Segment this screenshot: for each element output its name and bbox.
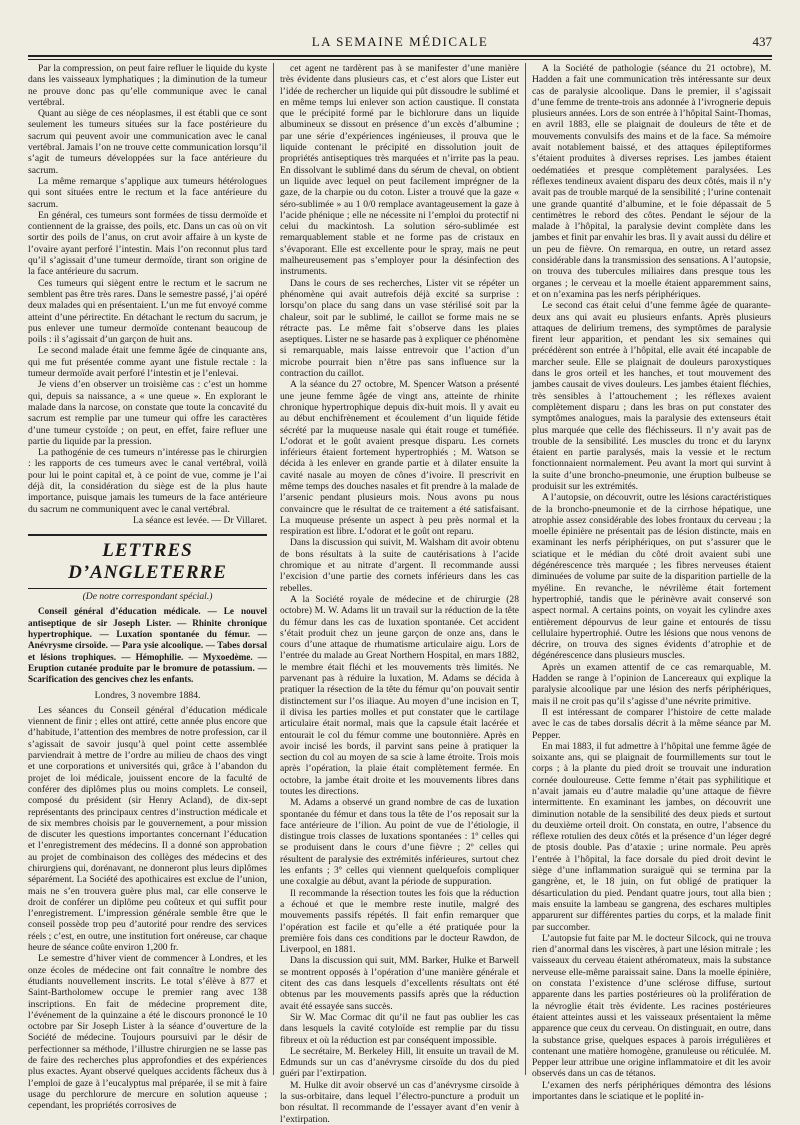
paragraph: A la Société royale de médecine et de chirurgie (28 octobre) M. W. Adams lit un travail sur la réduction de la tête du fémur dans les cas de luxation spontanée. Cet accident s’était produit chez un jeune garçon de onze ans, dans le cours d’une attaque de rhumatisme articulaire aigu. Lors de l’entrée du malade au Great Northern Hospital, en mars 1882, le membre était fléchi et les mouvements très limités. Ne parvenant pas à réduire la luxation, M. Adams se décida à pratiquer la résection de la tête du fémur qu’on pouvait sentir distinctement sur l’os iliaque. Au moyen d’une incision en T, il divisa les parties molles et put constater que le cartilage articulaire était normal, mais que la capsule était lacérée et entourait le col du fémur comme une boutonnière. Après en avoir incisé les bords, il parvint sans peine à pratiquer la section du col au moyen de sa scie à lame étroite. Trois mois après l’opération, la plaie était complètement fermée. En octobre, la jambe était droite et les mouvements libres dans toutes les directions. [280,593,519,797]
section-subtitle: (De notre correspondant spécial.) [82,591,213,603]
header-rule-thin [28,59,772,60]
paragraph: En mai 1883, il fut admettre à l’hôpital une femme âgée de soixante ans, qui se plaignait de fourmillements sur tout le corps ; à la plante du pied droit se trouvait une induration cornée douloureuse. Cette femme n’était pas syphilitique et n’avait jamais eu d’autre maladie qu’une attaque de fièvre intermittente. En examinant les jambes, on découvrit une diminution notable de la sensibilité des deux pieds et surtout du deuxième orteil droit. On constata, en outre, l’absence du réflexe rotulien des deux côtés et la présence d’un léger degré de ptosis double. Pas d’ataxie ; urine normale. Peu après l’entrée à l’hôpital, la face dorsale du pied droit devint le siège d’une inflammation suraiguë qui se termina par la gangrène, et, le 18 juin, on fut obligé de pratiquer la désarticulation du pied. Pendant quatre jours, tout alla bien ; mais ensuite la lambeau se gangrena, des eschares multiples apparurent sur différentes parties du corps, et la malade finit par succomber. [532,740,771,933]
section-title: LETTRES D’ANGLETERRE [28,534,267,589]
paragraph: L’autopsie fut faite par M. le docteur Silcock, qui ne trouva rien d’anormal dans les viscères, à part une lésion mitrale ; les vaisseaux du cerveau étaient athéromateux, mais la substance nerveuse elle-même paraissait saine. Dans la moelle épinière, on constata l’existence d’une sclérose diffuse, surtout apparente dans les parties postérieures où la prolifération de la névroglie était très évidente. Les racines postérieures étaient atteintes aussi et les vaisseaux présentaient la même apparence que ceux du cerveau. On distinguait, en outre, dans la substance grise, quelques espaces à parois irrégulières et contenant une matière homogène, granuleuse ou réticulée. M. Pepper leur attribue une origine inflammatoire et dit les avoir observés dans un cas de tétanos. [532,932,771,1080]
paragraph: M. Adams a observé un grand nombre de cas de luxation spontanée du fémur et dans tous la tête de l’os reposait sur la face antérieure de l’ilion. Au point de vue de l’étiologie, il distingue trois classes de luxations spontanées : 1º celles qui se produisent dans le cours d’une fièvre ; 2º celles qui résultent de paralysie des extrémités inférieures, surtout chez les enfants ; 3º celles qui viennent quelquefois compliquer une coxalgie au début, avant la période de suppuration. [280,797,519,888]
paragraph: Par la compression, on peut faire refluer le liquide du kyste dans les vaisseaux lymphatiques ; la diminution de la tumeur ne prouve donc pas qu’elle communique avec le canal vertébral. [28,63,267,108]
paragraph: Il recommande la résection toutes les fois que la réduction a échoué et que le membre reste inutile, malgré des mouvements passifs répétés. Il fait enfin remarquer que l’opération est facile et qu’elle a été pratiquée pour la première fois dans ces conditions par le docteur Rawdon, de Liverpool, en 1881. [280,887,519,956]
paragraph: Dans la discussion qui suit, MM. Barker, Hulke et Barwell se montrent opposés à l’opération d’une manière générale et citent des cas dans lesquels d’excellents résultats ont été obtenus par les mouvements passifs après que la réduction avait été essayée sans succès. [280,955,519,1012]
paragraph: A la séance du 27 octobre, M. Spencer Watson a présenté une jeune femme âgée de vingt ans, atteinte de rhinite chronique hypertrophique depuis dix-huit mois. Il y avait eu au début enchifrènement et écoulement d’un liquide fétide sécrété par la muqueuse nasale qui était rouge et tuméfiée. L’odorat et le goût avaient presque disparu. Les cornets inférieurs étaient fortement hypertrophiés ; M. Watson se décida à les enlever en grande partie et à dilater ensuite la cavité nasale au moyen de cônes d’ivoire. Il prescrivit en même temps des douches nasales et fit prendre à la malade de l’arsenic pendant plusieurs mois. Nous avons pu nous convaincre que le résultat de ce traitement a été satisfaisant. La muqueuse présente un aspect à peu près normal et la respiration est libre. L’odorat et le goût ont reparu. [280,379,519,538]
paragraph: M. Hulke dit avoir observé un cas d’anévrysme cirsoïde à la sus-orbitaire, dans lequel l’électro-puncture a produit un bon résultat. Il recommande de l’essayer avant d’en venir à l’extirpation. [280,1079,519,1125]
paragraph: Le second cas était celui d’une femme âgée de quarante-deux ans qui avait eu plusieurs enfants. Après plusieurs attaques de delirium tremens, des symptômes de paralysie firent leur apparition, et pendant les six semaines qui précédèrent son entrée à l’hôpital, elle avait été incapable de marcher seule. Elle se plaignait de douleurs paroxystiques dans le gros orteil et les hanches, et tout mouvement des jambes causait de vives douleurs. Les jambes étaient fléchies, très sensibles à l’attouchement ; les réflexes avaient complètement disparu ; dans les bras on put constater des symptômes analogues, mais la paralysie des extenseurs était plus marquée que celle des fléchisseurs. Il n’y avait pas de trouble de la sensibilité. Les muscles du tronc et du larynx étaient en partie paralysés, mais la vessie et le rectum fonctionnaient normalement. Peu avant la mort qui survint à la suite d’une broncho-pneumonie, une éruption bulbeuse se produisit sur les extrémités. [532,300,771,492]
page-header [28,34,772,56]
paragraph: Dans le cours de ses recherches, Lister vit se répéter un phénomène qui avait autrefois déjà excité sa surprise : lorsqu’on place du sang dans un vase stérilisé soit par la chaleur, soit par le sublimé, le caillot se forme mais ne se rétracte pas. Le même fait s’observe dans les plaies aseptiques. Lister ne se hasarde pas à expliquer ce phénomène si remarquable, mais laisse entrevoir que l’action d’un microbe pourrait bien n’être pas sans influence sur la contraction du caillot. [280,277,519,380]
running-title: LA SEMAINE MÉDICALE [311,34,489,49]
paragraph: Je viens d’en observer un troisième cas : c’est un homme qui, depuis sa naissance, a « une queue ». En explorant le malade dans la narcose, on constate que toute la concavité du sacrum est remplie par une tumeur qui offre les caractères d’une tumeur cystoïde ; on peut, en effet, faire refluer une partie du liquide par la pression. [28,379,267,447]
paragraph: Le secrétaire, M. Berkeley Hill, lit ensuite un travail de M. Edmunds sur un cas d’anévrysme cirsoïde du dos du pied guéri par l’extirpation. [280,1045,519,1080]
paragraph: En général, ces tumeurs sont formées de tissu dermoïde et contiennent de la graisse, des poils, etc. Dans un cas où on vit sortir des poils de l’anus, on crut avoir affaire à un kyste de l’ovaire ayant perforé l’intestin. Mais l’on reconnut plus tard qu’il s’agissait d’une tumeur dermoïde, tirant son origine de la face antérieure du sacrum. [28,209,267,278]
column-2 [280,63,519,1125]
column-1 [28,63,267,1112]
column-divider [525,63,526,1075]
section-summary: Conseil général d’éducation médicale. — Le nouvel antiseptique de sir Joseph Lister. — Rhinite chronique hypertrophique. — Luxation spontanée du fémur. — Anévrysme cirsoïde. — Para ysie alcoolique. — Tabes dorsal et lésions trophiques. — Hémophilie. — Myxoedème. — Eruption cutanée produite par le bromure de potassium. — Scarification des gencives chez les enfants. [28,606,267,685]
paragraph: Sir W. Mac Cormac dit qu’il ne faut pas oublier les cas dans lesquels la cavité cotyloïde est remplie par du tissu fibreux et où la réduction est par conséquent impossible. [280,1011,519,1046]
page-number: 437 [752,34,772,49]
column-divider [273,63,274,1075]
paragraph: Le second malade était une femme âgée de cinquante ans, qui me fut présentée comme ayant une fistule rectale : la tumeur dermoïde avait perforé l’intestin et je l’enlevai. [28,345,267,380]
paragraph: Après un examen attentif de ce cas remarquable, M. Hadden se range à l’opinion de Lancereaux qui explique la paralysie alcoolique par une lésion des nerfs périphériques, mais il ne croit pas qu’il s’agisse d’une névrite primitive. [532,661,771,707]
paragraph: Dans la discussion qui suivit, M. Walsham dit avoir obtenu de bons résultats à la suite de cautérisations à l’acide chromique et au nitrate d’argent. Il recommande aussi l’excision d’une partie des cornets inférieurs dans les cas rebelles. [280,537,519,594]
paragraph: Ces tumeurs qui siègent entre le rectum et le sacrum ne semblent pas être très rares. Dans le semestre passé, j’ai opéré deux malades qui en présentaient. L’un me fut envoyé comme atteint d’une périrectite. En détachant le rectum du sacrum, je pus enlever une tumeur dermoïde contenant beaucoup de poils : il s’agissait d’un garçon de huit ans. [28,277,267,346]
paragraph: Il est intéressant de comparer l’histoire de cette malade avec le cas de tabes dorsalis décrit à la même séance par M. Pepper. [532,706,771,741]
paragraph: A l’autopsie, on découvrit, outre les lésions caractéristiques de la broncho-pneumonie et de la cirrhose hépatique, une atrophie assez considérable des lobes frontaux du cerveau ; la moelle épinière ne présentait pas de lésion distincte, mais en examinant les nerfs périphériques, on put s’assurer que le sciatique et le médian du côté droit avaient subi une dégénérescence très marquée ; les fibres nerveuses étaient diminuées de volume par suite de la disparition partielle de la myéline. En revanche, le névrilème était fortement hypertrophié, tandis que le périnèvre avait conservé son aspect normal. A certains points, on voyait les cylindre axes entièrement dépourvus de leur gaine et entourés de tissu cellulaire hypertrophié. Outre les lésions que nous venons de décrire, on trouva des signes évidents d’atrophie et de dégénérescence dans plusieurs muscles. [532,492,771,662]
paragraph: Les séances du Conseil général d’éducation médicale viennent de finir ; elles ont attiré, cette année plus encore que d’habitude, l’attention des membres de notre profession, car il s’agissait de savoir jusqu’à quel point cette assemblée parviendrait à mettre de l’ordre au milieu de chaos des vingt et une corporations et universités qui, grâce à l’abandon du projet de loi médicale, jouissent encore de la faculté de conférer des diplômes plus ou moins complets. Le conseil, composé du président (sir Henry Acland), de dix-sept représentants des principaux centres d’instruction médicale et de six membres choisis par le gouvernement, a pour mission de discuter les questions importantes concernant l’éducation et l’enregistrement des médecins. Il a donné son approbation au projet de combinaison des collèges des médecins et des chirurgiens qui, dorénavant, ne donneront plus leurs diplômes séparément. La Société des apothicaires est exclue de l’union, mais ne s’en trouvera guère plus mal, car elle conserve le droit de conférer un diplôme peu coûteux et qui suffit pour l’enregistrement. L’impression générale semble être que le conseil possède trop peu d’autorité pour rendre des services réels ; c’est, en outre, une institution fort onéreuse, car chaque heure de séance coûte environ 1,200 fr. [28,704,267,954]
paragraph: L’examen des nerfs périphériques démontra des lésions importantes dans le sciatique et le poplité in- [532,1079,771,1103]
header-rule [28,55,772,57]
paragraph: Quant au siège de ces néoplasmes, il est établi que ce sont seulement les tumeurs situées sur la face postérieure du sacrum qui peuvent avoir une communication avec le canal vertébral. Jamais l’on ne trouve cette communication lorsqu’il s’agit de tumeurs développées sur la face antérieure du sacrum. [28,108,267,176]
paragraph: A la Société de pathologie (séance du 21 octobre), M. Hadden a fait une communication très intéressante sur deux cas de paralysie alcoolique. Dans le premier, il s’agissait d’une femme de trente-trois ans adonnée à l’ivrognerie depuis plusieurs années. Lors de son entrée à l’hôpital Saint-Thomas, en avril 1883, elle se plaignait de douleurs de tête et de mouvements convulsifs des mains et de la face. Sa mémoire avait notablement baissé, et des attaques épileptiformes s’étaient produites à diverses reprises. Les jambes étaient oedématiées et presque complètement paralysées. Les réflexes tendineux avaient disparu des deux côtés, mais il n’y avait pas de trouble marqué de la sensibilité ; l’urine contenait une grande quantité d’albumine, et le foie dépassait de 5 centimètres le rebord des côtes. Pendant le séjour de la malade à l’hôpital, la paralysie devint complète dans les jambes et finit par envahir les bras. Il y avait aussi du délire et un peu de fièvre. On remarqua, en outre, un retard assez considérable dans la transmission des sensations. A l’autopsie, on trouva des tubercules miliaires dans presque tous les organes ; le cerveau et la moelle étaient apparemment sains, et on n’examina pas les nerfs périphériques. [532,63,772,300]
paragraph: La même remarque s’applique aux tumeurs hétérologues qui sont situées entre le rectum et la face antérieure du sacrum. [28,175,267,210]
paragraph: cet agent ne tardèrent pas à se manifester d’une manière très évidente dans plusieurs cas, et c’est alors que Lister eut l’idée de rechercher un liquide qui pût dissoudre le sublimé et en même temps lui enlever son action caustique. Il constata que le précipité formé par le bichlorure dans un liquide albumineux se dissout en présence d’un excès d’albumine ; par une série d’expériences ingénieuses, il prouva que le liquide contenant le précipité en dissolution jouit de propriétés antiseptiques très marquées et n’irrite pas la peau. En dissolvant le sublimé dans du sérum de cheval, on obtient un liquide avec lequel on peut facilement imprégner de la gaze, de la charpie ou du coton. Lister a trouvé que la gaze « séro-sublimée » au 1 0/0 remplace avantageusement la gaze à l’acide phénique ; elle ne nécessite ni l’emploi du protectif ni celui du mackintosh. La solution séro-sublimée est remarquablement stable et ne forme pas de cristaux en s’évaporant. Elle est excellente pour le spray, mais ne peut malheureusement pas s’employer pour la désinfection des instruments. [280,63,519,278]
paragraph: Le semestre d’hiver vient de commencer à Londres, et les onze écoles de médecine ont fait connaître le nombre des étudiants nouvellement inscrits. Le total s’élève à 877 et Saint-Bartholomew occupe le premier rang avec 138 inscriptions. En fait de médecine proprement dite, l’événement de la quinzaine a été le discours prononcé le 10 octobre par Sir Joseph Lister à la séance d’ouverture de la Société de médecine. Toujours poursuivi par le désir de perfectionner sa méthode, l’illustre chirurgien ne se lasse pas de faire des recherches plus approfondies et des expériences plus exactes. Ayant observé quelques accidents fâcheux dus à l’emploi de gaze à l’eucalyptus mal préparée, il se mit à faire usage du perchlorure de mercure en solution aqueuse ; cependant, les propriétés corrosives de [28,953,267,1112]
dateline: Londres, 3 novembre 1884. [94,689,201,701]
paragraph: La pathogénie de ces tumeurs n’intéresse pas le chirurgien : les rapports de ces tumeurs avec le canal vertébral, voilà pour lui le point capital et, à ce point de vue, comme je l’ai déjà dit, la considération du siège est de la plus haute importance, puisque jamais les tumeurs de la face antérieure du sacrum ne communiquent avec le canal vertébral. [28,447,267,515]
column-3 [532,63,772,1103]
session-closing: La séance est levée. — Dr Villaret. [132,514,267,526]
